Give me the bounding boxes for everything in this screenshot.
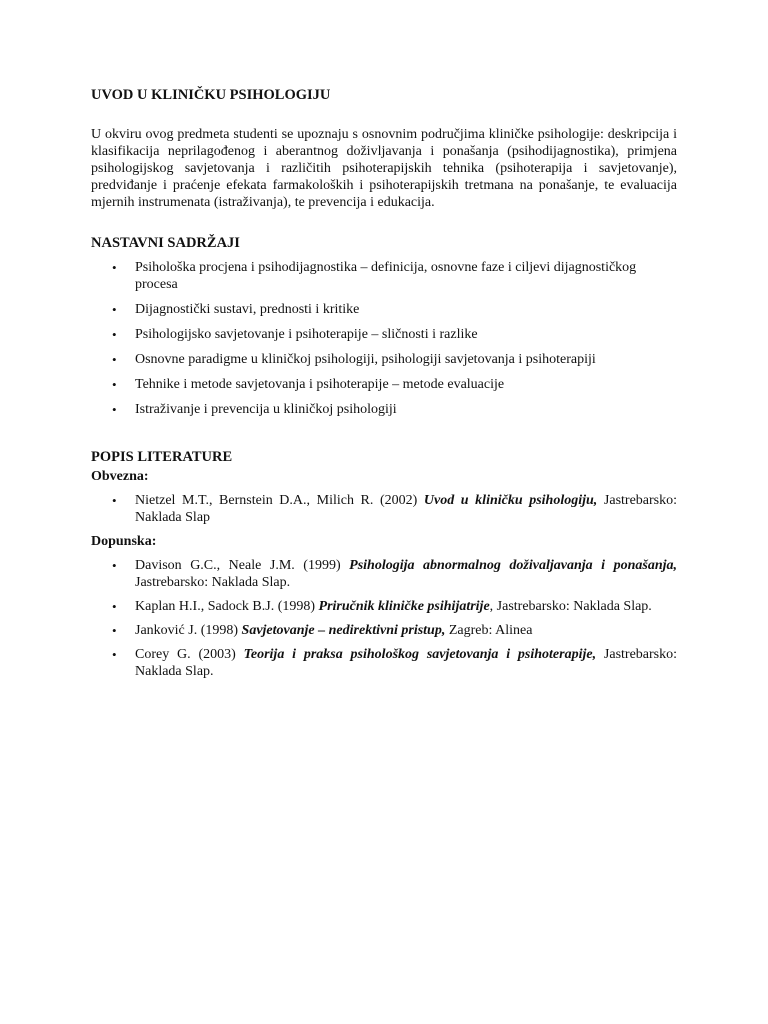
citation-publisher: Jastrebarsko: Naklada Slap. bbox=[135, 647, 678, 679]
citation-authors: Corey G. (2003) bbox=[135, 647, 244, 662]
page-title: UVOD U KLINIČKU PSIHOLOGIJU bbox=[91, 87, 331, 103]
citation-title: Psihologija abnormalnog doživaljavanja i ponašanja, bbox=[349, 558, 677, 573]
supplementary-literature-list bbox=[91, 557, 677, 680]
bullet-icon: • bbox=[112, 260, 117, 275]
citation-publisher: Jastrebarsko: Naklada Slap. bbox=[135, 575, 291, 590]
literature-item bbox=[91, 622, 677, 639]
required-literature-label: Obvezna: bbox=[91, 469, 149, 484]
literature-item bbox=[91, 646, 677, 680]
literature-citation bbox=[135, 557, 677, 591]
contents-heading: NASTAVNI SADRŽAJI bbox=[91, 235, 240, 251]
citation-publisher: Jastrebarsko: Naklada Slap bbox=[135, 493, 677, 525]
citation-title: Uvod u kliničku psihologiju, bbox=[423, 493, 598, 508]
list-item bbox=[91, 401, 677, 418]
supplementary-literature-label: Dopunska: bbox=[91, 534, 157, 549]
literature-citation bbox=[135, 646, 677, 680]
list-item-text: Osnovne paradigme u kliničkoj psihologiji, psihologiji savjetovanja i psihoterapiji bbox=[135, 352, 596, 367]
intro-paragraph: U okviru ovog predmeta studenti se upoznaju s osnovnim područjima kliničke psihologije: deskripcija i klasifikacija neprilagođenog i aberantnog doživljavanja i ponašanja (psihodijagnostika), primjena psihologijskog savjetovanja i različitih psihoterapijskih tehnika (psihoterapija i savjetovanje), predviđanje i praćenje efekata farmakoloških i psihoterapijskih tretmana na ponašanje, te evaluacija mjernih instrumenata (istraživanja), te prevencija i edukacija. bbox=[91, 127, 677, 210]
literature-citation bbox=[135, 598, 677, 615]
list-item bbox=[91, 351, 677, 368]
citation-publisher: , Jastrebarsko: Naklada Slap. bbox=[489, 599, 652, 614]
literature-citation bbox=[135, 492, 677, 526]
bullet-icon: • bbox=[112, 302, 117, 317]
citation-title: Teorija i praksa psihološkog savjetovanja i psihoterapije, bbox=[243, 647, 597, 662]
literature-item bbox=[91, 557, 677, 591]
citation-authors: Janković J. (1998) bbox=[135, 623, 242, 638]
bullet-icon: • bbox=[112, 327, 117, 342]
list-item bbox=[91, 301, 677, 318]
citation-title: Priručnik kliničke psihijatrije bbox=[318, 599, 490, 614]
bullet-icon: • bbox=[112, 599, 117, 614]
bullet-icon: • bbox=[112, 647, 117, 662]
citation-authors: Davison G.C., Neale J.M. (1999) bbox=[135, 558, 350, 573]
list-item-text: Tehnike i metode savjetovanja i psihoterapije – metode evaluacije bbox=[135, 377, 505, 392]
literature-item bbox=[91, 598, 677, 615]
list-item bbox=[91, 376, 677, 393]
bullet-icon: • bbox=[112, 623, 117, 638]
citation-authors: Nietzel M.T., Bernstein D.A., Milich R. (2002) bbox=[135, 493, 424, 508]
bullet-icon: • bbox=[112, 402, 117, 417]
citation-title: Savjetovanje – nedirektivni pristup, bbox=[241, 623, 446, 638]
list-item-text: Istraživanje i prevencija u kliničkoj psihologiji bbox=[135, 402, 397, 417]
required-literature-list bbox=[91, 492, 677, 526]
bullet-icon: • bbox=[112, 558, 117, 573]
literature-item bbox=[91, 492, 677, 526]
literature-heading: POPIS LITERATURE bbox=[91, 449, 233, 465]
bullet-icon: • bbox=[112, 352, 117, 367]
list-item bbox=[91, 259, 677, 293]
bullet-icon: • bbox=[112, 493, 117, 508]
document-content bbox=[91, 86, 677, 687]
citation-authors: Kaplan H.I., Sadock B.J. (1998) bbox=[135, 599, 319, 614]
list-item-text: Psihološka procjena i psihodijagnostika – definicija, osnovne faze i ciljevi dijagnostičkog procesa bbox=[135, 260, 637, 292]
contents-list bbox=[91, 259, 677, 418]
list-item-text: Dijagnostički sustavi, prednosti i kritike bbox=[135, 302, 360, 317]
bullet-icon: • bbox=[112, 377, 117, 392]
literature-citation bbox=[135, 622, 677, 639]
citation-publisher: Zagreb: Alinea bbox=[445, 623, 533, 638]
list-item bbox=[91, 326, 677, 343]
list-item-text: Psihologijsko savjetovanje i psihoterapije – sličnosti i razlike bbox=[135, 327, 478, 342]
